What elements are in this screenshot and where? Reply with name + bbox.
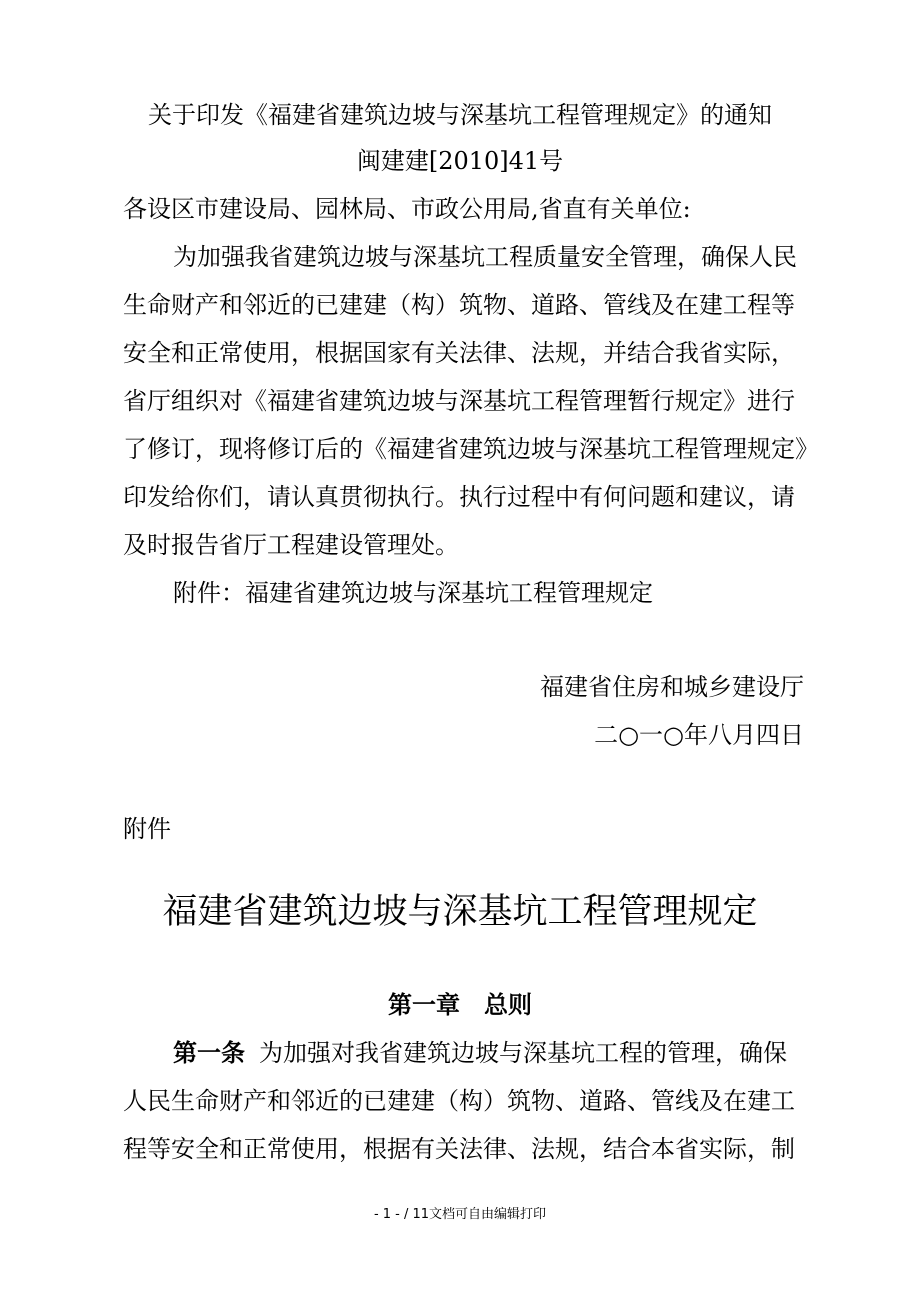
notice-body-line: 生命财产和邻近的已建建（构）筑物、道路、管线及在建工程等 bbox=[123, 291, 795, 319]
article-body-line: 人民生命财产和邻近的已建建（构）筑物、道路、管线及在建工 bbox=[123, 1087, 795, 1115]
article-text: 为加强对我省建筑边坡与深基坑工程的管理，确保 bbox=[259, 1039, 787, 1067]
regulation-title: 福建省建筑边坡与深基坑工程管理规定 bbox=[162, 892, 758, 932]
notice-body-line: 印发给你们，请认真贯彻执行。执行过程中有何问题和建议，请 bbox=[123, 483, 795, 511]
notice-body-line: 了修订，现将修订后的《福建省建筑边坡与深基坑工程管理规定》 bbox=[123, 435, 819, 463]
notice-body-line: 安全和正常使用，根据国家有关法律、法规，并结合我省实际， bbox=[123, 339, 795, 367]
notice-body-line: 省厅组织对《福建省建筑边坡与深基坑工程管理暂行规定》进行 bbox=[123, 387, 795, 415]
article-number: 第一条 bbox=[173, 1039, 245, 1067]
article-first-line bbox=[173, 1038, 787, 1068]
notice-body-line: 为加强我省建筑边坡与深基坑工程质量安全管理，确保人民 bbox=[173, 243, 797, 271]
notice-body-line: 及时报告省厅工程建设管理处。 bbox=[123, 531, 459, 559]
chapter-heading: 第一章 总则 bbox=[388, 991, 532, 1019]
attachment-reference: 附件：福建省建筑边坡与深基坑工程管理规定 bbox=[173, 579, 653, 607]
document-number: 闽建建[2010]41号 bbox=[356, 147, 564, 175]
article-body-line: 程等安全和正常使用，根据有关法律、法规，结合本省实际，制 bbox=[123, 1135, 795, 1163]
issue-date: 二○一○年八月四日 bbox=[594, 721, 804, 749]
notice-title: 关于印发《福建省建筑边坡与深基坑工程管理规定》的通知 bbox=[148, 101, 772, 129]
issuer-name: 福建省住房和城乡建设厅 bbox=[540, 673, 804, 701]
page-footer: - 1 - / 11文档可自由编辑打印 bbox=[373, 1207, 547, 1222]
salutation: 各设区市建设局、园林局、市政公用局,省直有关单位: bbox=[123, 195, 691, 223]
attachment-label: 附件 bbox=[123, 815, 171, 843]
